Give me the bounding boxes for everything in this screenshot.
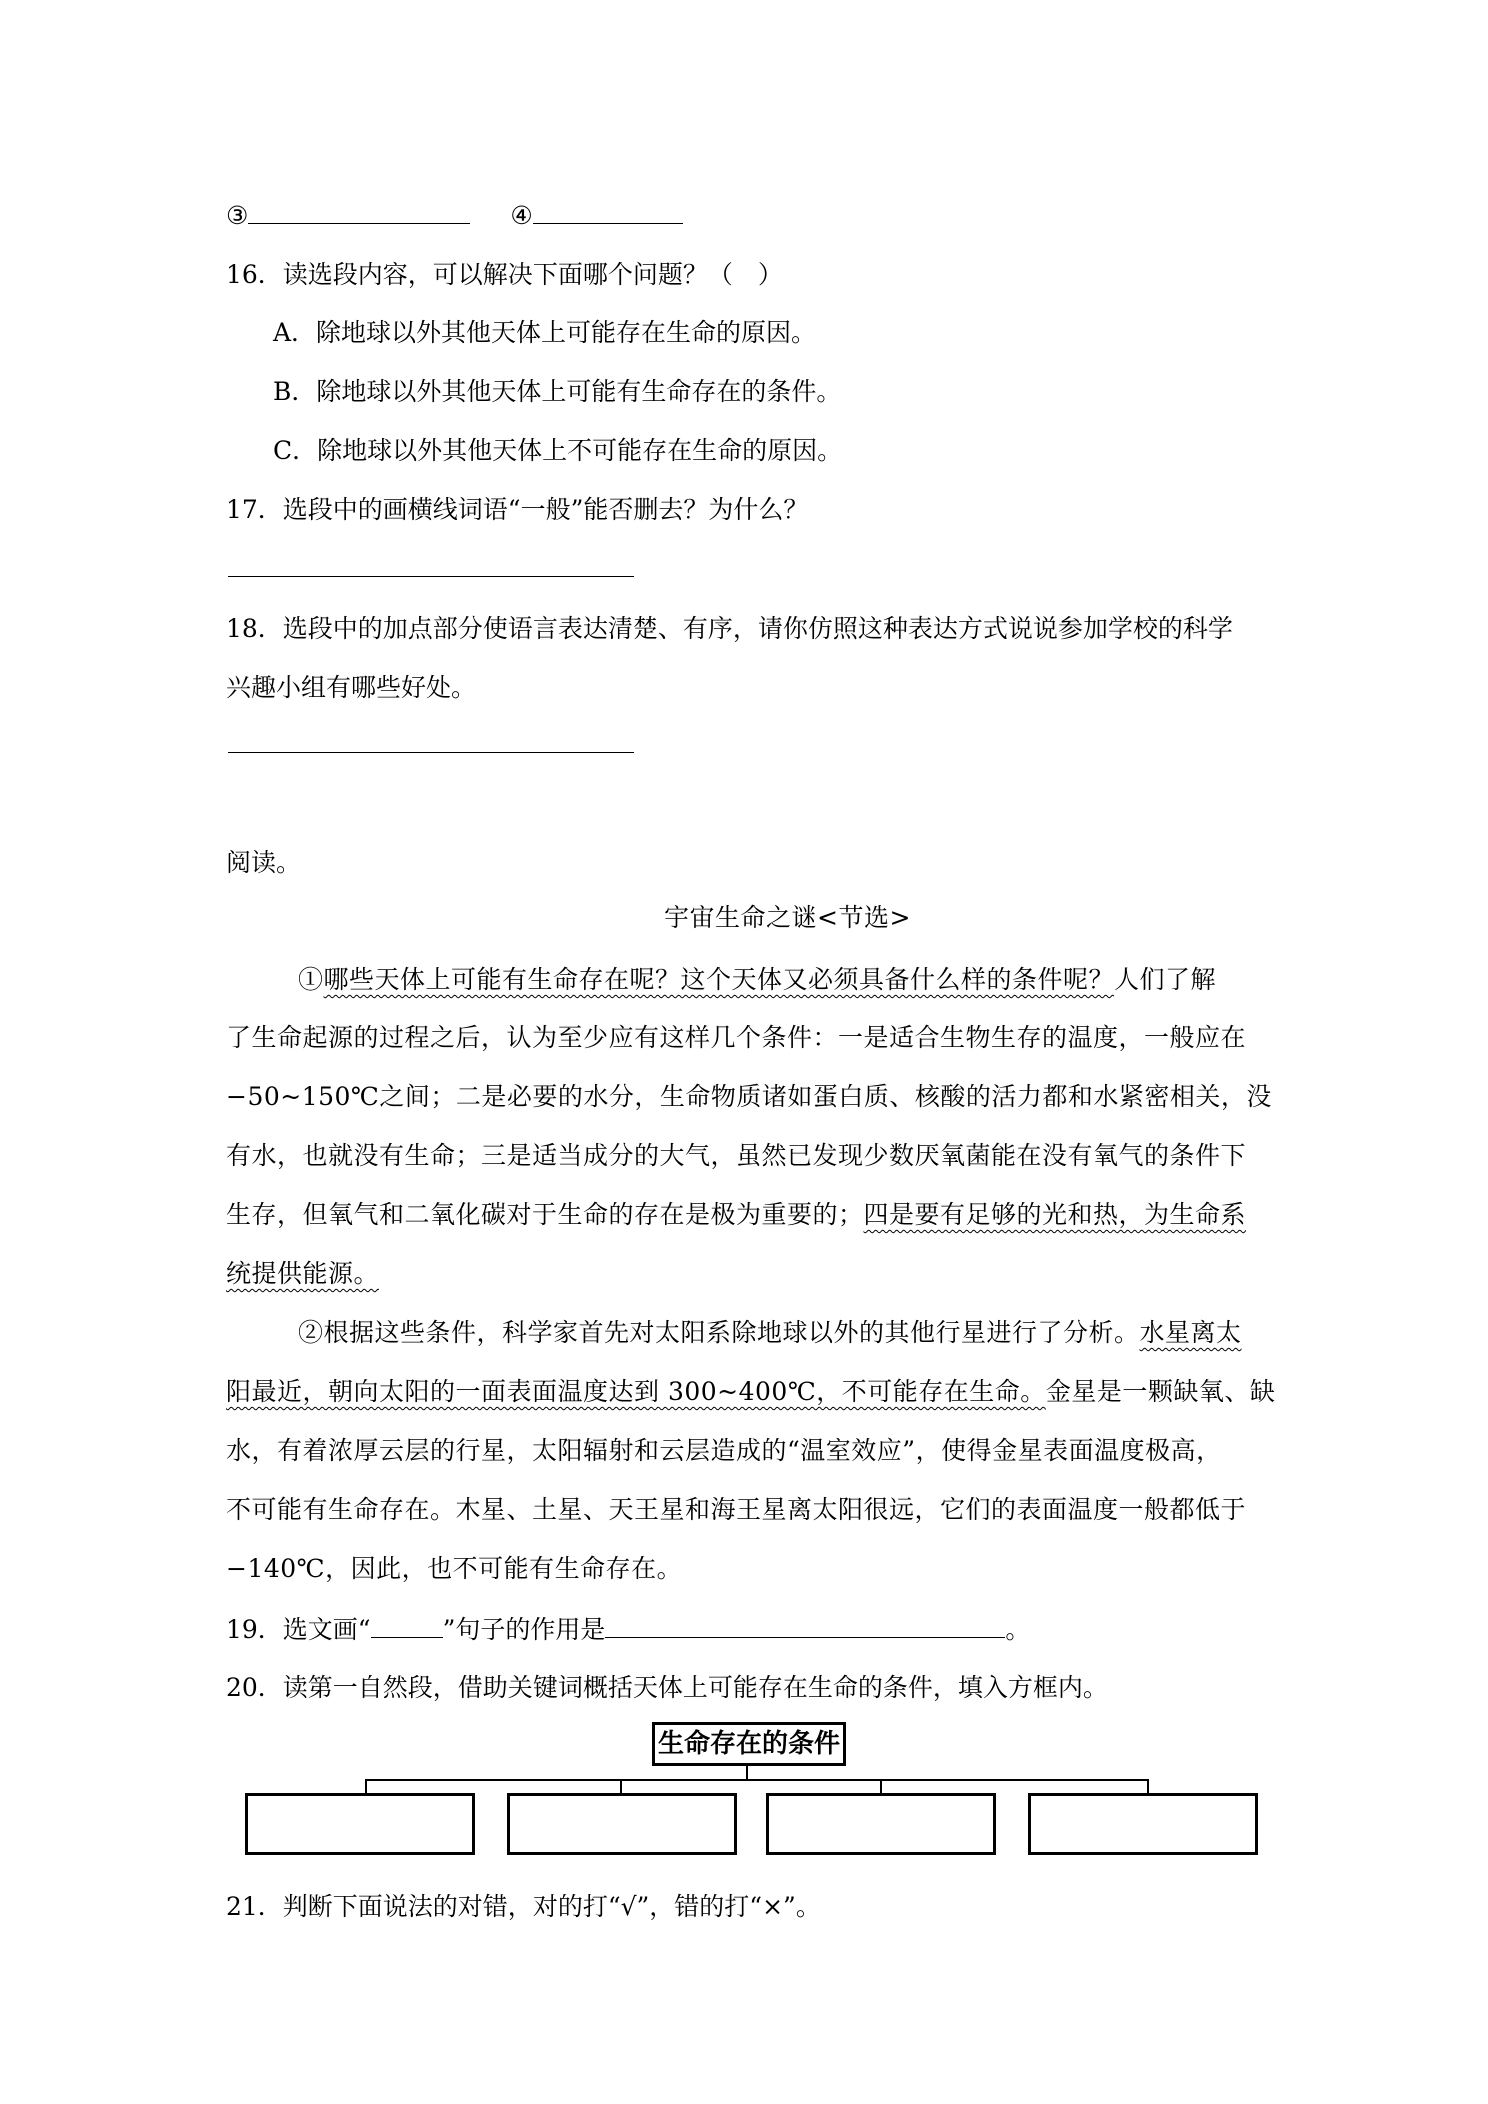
passage-p2-line2 <box>226 1372 1275 1408</box>
diagram-title: 生命存在的条件 <box>652 1722 846 1766</box>
q16-option-c[interactable]: C．除地球以外其他天体上不可能存在生命的原因。 <box>273 436 843 465</box>
question-18-line2: 兴趣小组有哪些好处。 <box>226 673 477 702</box>
condition-box-3[interactable] <box>766 1793 996 1855</box>
q19-prefix: 19．选文画“ <box>226 1615 371 1644</box>
passage-p1-line5 <box>226 1195 1246 1231</box>
p2-line1-plain: ②根据这些条件，科学家首先对太阳系除地球以外的其他行星进行了分析。 <box>298 1318 1140 1347</box>
passage-p2-line1 <box>298 1313 1242 1349</box>
passage-p1-line4: 有水，也就没有生命；三是适当成分的大气，虽然已发现少数厌氧菌能在没有氧气的条件下 <box>226 1141 1247 1170</box>
passage-title: 宇宙生命之谜<节选> <box>664 903 911 932</box>
q19-suffix: 。 <box>1005 1615 1031 1644</box>
blank-label-4: ④ <box>510 201 533 230</box>
blank-label-3: ③ <box>226 201 249 230</box>
wavy-underlined-mercury-end: 阳最近，朝向太阳的一面表面温度达到 300~400℃，不可能存在生命。 <box>226 1377 1046 1406</box>
q17-answer-line[interactable] <box>228 576 634 577</box>
p1-line1-rest: 人们了解 <box>1114 965 1217 994</box>
wavy-underlined-condition-4: 四是要有足够的光和热，为生命系 <box>863 1200 1247 1229</box>
q19-answer-blank[interactable] <box>605 1609 1005 1638</box>
passage-p1-line6 <box>226 1254 379 1290</box>
question-16: 16．读选段内容，可以解决下面哪个问题？（ ） <box>226 260 783 289</box>
q19-middle: ”句子的作用是 <box>442 1615 606 1644</box>
passage-p2-line4: 不可能有生命存在。木星、土星、天王星和海王星离太阳很远，它们的表面温度一般都低于 <box>226 1495 1247 1524</box>
p1-line5-plain: 生存，但氧气和二氧化碳对于生命的存在是极为重要的； <box>226 1200 864 1229</box>
condition-box-1[interactable] <box>245 1793 475 1855</box>
question-19 <box>226 1609 1030 1646</box>
diagram-stem-line <box>746 1766 748 1780</box>
passage-p1-line1 <box>298 960 1216 996</box>
question-18-line1: 18．选段中的加点部分使语言表达清楚、有序，请你仿照这种表达方式说说参加学校的科学 <box>226 614 1233 643</box>
q16-option-b[interactable]: B．除地球以外其他天体上可能有生命存在的条件。 <box>273 377 842 406</box>
diagram-branch-line <box>365 1779 1149 1781</box>
branch-drop-2 <box>620 1779 622 1793</box>
question-21: 21．判断下面说法的对错，对的打“√”，错的打“×”。 <box>226 1892 821 1921</box>
reading-instruction: 阅读。 <box>226 848 302 877</box>
condition-box-2[interactable] <box>507 1793 737 1855</box>
para-marker-1: ① <box>298 965 324 994</box>
passage-p1-line2: 了生命起源的过程之后，认为至少应有这样几个条件：一是适合生物生存的温度，一般应在 <box>226 1023 1247 1052</box>
q18-answer-line[interactable] <box>228 752 634 753</box>
wavy-underlined-question: 哪些天体上可能有生命存在呢？这个天体又必须具备什么样的条件呢？ <box>323 965 1115 994</box>
answer-blank-3[interactable] <box>248 195 470 224</box>
p2-line2-rest: 金星是一颗缺氧、缺 <box>1045 1377 1276 1406</box>
wavy-underlined-condition-4-end: 统提供能源。 <box>226 1259 380 1288</box>
q19-quote-blank <box>371 1609 443 1638</box>
condition-box-4[interactable] <box>1028 1793 1258 1855</box>
passage-p2-line5: −140℃，因此，也不可能有生命存在。 <box>226 1554 683 1583</box>
branch-drop-3 <box>880 1779 882 1793</box>
q16-option-a[interactable]: A．除地球以外其他天体上可能存在生命的原因。 <box>273 318 817 347</box>
passage-p2-line3: 水，有着浓厚云层的行星，太阳辐射和云层造成的“温室效应”，使得金星表面温度极高， <box>226 1436 1222 1465</box>
question-20: 20．读第一自然段，借助关键词概括天体上可能存在生命的条件，填入方框内。 <box>226 1673 1108 1702</box>
wavy-underlined-mercury: 水星离太 <box>1139 1318 1242 1347</box>
answer-blank-4[interactable] <box>533 195 683 224</box>
q15-blank-row <box>226 195 683 230</box>
branch-drop-4 <box>1147 1779 1149 1793</box>
question-17: 17．选段中的画横线词语“一般”能否删去？为什么？ <box>226 495 809 524</box>
passage-p1-line3: −50~150℃之间；二是必要的水分，生命物质诸如蛋白质、核酸的活力都和水紧密相关，没 <box>226 1082 1272 1111</box>
branch-drop-1 <box>365 1779 367 1793</box>
